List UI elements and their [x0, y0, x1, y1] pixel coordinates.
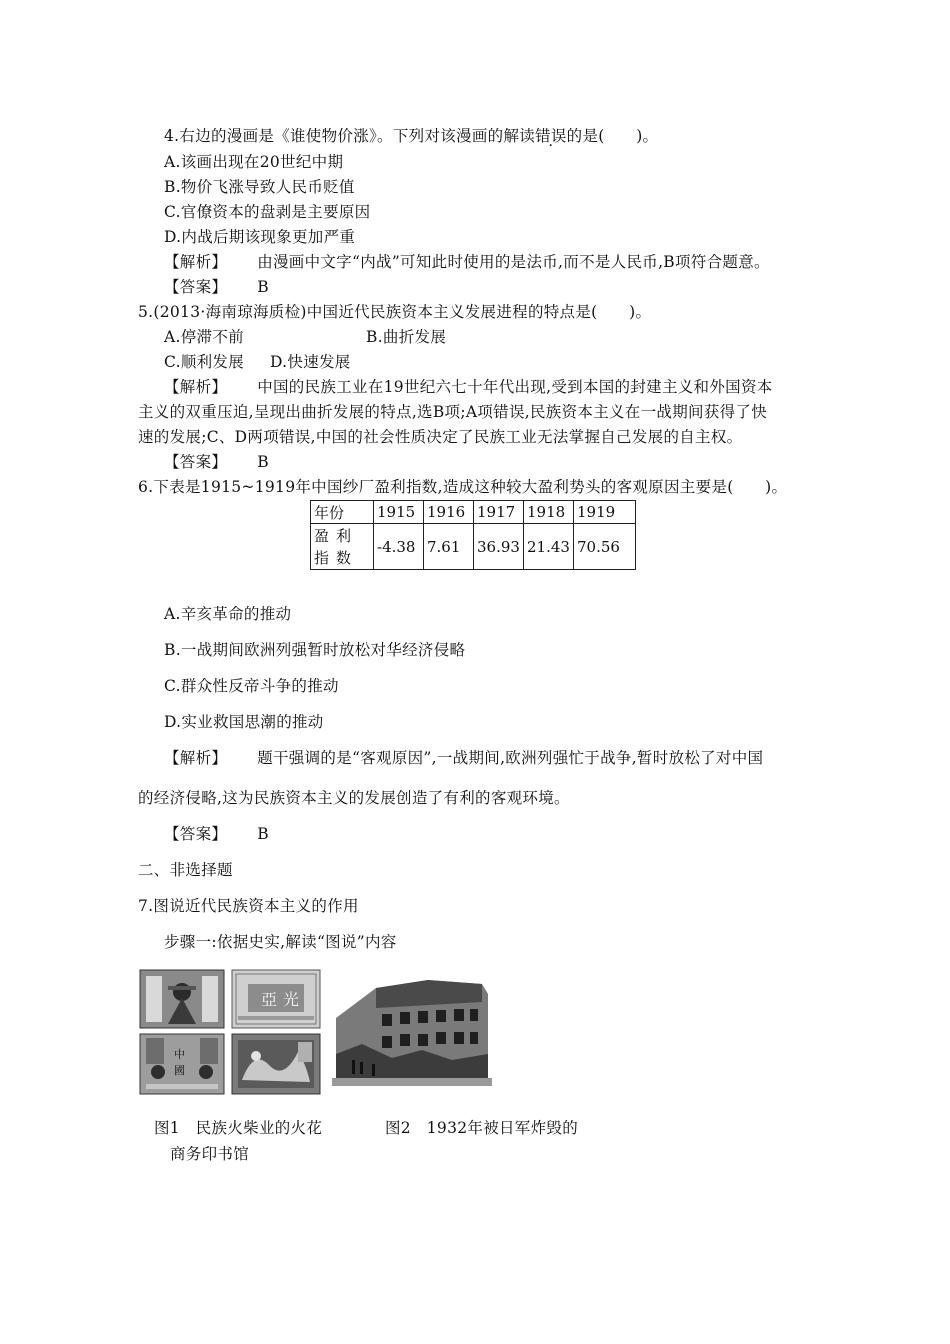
matchbox-label — [232, 1034, 320, 1094]
table-cell: 21.43 — [524, 524, 574, 570]
q5-answer: 【答案】 B — [164, 453, 269, 471]
figure2-caption-line2: 商务印书馆 — [170, 1145, 250, 1163]
q4-stem-emphasis: 错误 — [535, 127, 567, 145]
q4-option-d: D.内战后期该现象更加严重 — [164, 228, 356, 246]
table-header-cell: 1918 — [524, 501, 574, 524]
matchbox-text: 亞 — [261, 990, 278, 1009]
q7-step1: 步骤一:依据史实,解读“图说”内容 — [164, 933, 397, 951]
bombed-building-image — [332, 974, 492, 1086]
q4-option-a: A.该画出现在20世纪中期 — [164, 153, 344, 171]
table-cell: 36.93 — [474, 524, 524, 570]
q5-option-c: C.顺利发展 — [164, 353, 245, 371]
table-header-cell: 1917 — [474, 501, 524, 524]
table-cell: 7.61 — [424, 524, 474, 570]
q6-stem: 6.下表是1915~1919年中国纱厂盈利指数,造成这种较大盈利势头的客观原因主要是( )。 — [138, 478, 788, 496]
table-row — [311, 501, 636, 524]
section-heading: 二、非选择题 — [138, 861, 233, 879]
q4-answer: 【答案】 B — [164, 278, 269, 296]
q6-option-a: A.辛亥革命的推动 — [164, 605, 292, 623]
matchbox-text: 國 — [174, 1064, 185, 1077]
q4-option-b: B.物价飞涨导致人民币贬值 — [164, 178, 355, 196]
q7-stem: 7.图说近代民族资本主义的作用 — [138, 897, 359, 915]
matchbox-label — [232, 970, 320, 1028]
q6-analysis-line2: 的经济侵略,这为民族资本主义的发展创造了有利的客观环境。 — [138, 789, 570, 807]
q6-option-c: C.群众性反帝斗争的推动 — [164, 677, 339, 695]
q6-profit-table — [310, 500, 636, 570]
q6-option-d: D.实业救国思潮的推动 — [164, 713, 324, 731]
table-row-label: 盈利指数 — [311, 524, 374, 570]
q6-option-b: B.一战期间欧洲列强暂时放松对华经济侵略 — [164, 641, 466, 659]
q5-option-a: A.停滞不前 — [164, 328, 244, 346]
q5-analysis-line2: 主义的双重压迫,呈现出曲折发展的特点,选B项;A项错误,民族资本主义在一战期间获得了快 — [138, 403, 767, 421]
table-header-cell: 年份 — [311, 501, 374, 524]
matchbox-label — [140, 1034, 224, 1094]
q5-option-d: D.快速发展 — [270, 353, 351, 371]
q4-stem: 4.右边的漫画是《谁使物价涨》。下列对该漫画的解读错误的是( )。 — [164, 127, 659, 145]
table-header-cell: 1916 — [424, 501, 474, 524]
matchbox-labels-image — [138, 968, 324, 1096]
figure1-caption: 图1 民族火柴业的火花 — [154, 1119, 323, 1137]
matchbox-label — [140, 970, 224, 1028]
matchbox-text: 光 — [283, 990, 300, 1009]
table-cell: 70.56 — [574, 524, 636, 570]
table-cell: -4.38 — [374, 524, 424, 570]
table-header-cell: 1919 — [574, 501, 636, 524]
q4-analysis: 【解析】 由漫画中文字“内战”可知此时使用的是法币,而不是人民币,B项符合题意。 — [164, 253, 770, 271]
q6-answer: 【答案】 B — [164, 825, 269, 843]
table-header-cell: 1915 — [374, 501, 424, 524]
q4-option-c: C.官僚资本的盘剥是主要原因 — [164, 203, 371, 221]
figure2-caption: 图2 1932年被日军炸毁的 — [385, 1119, 579, 1137]
q5-analysis-line3: 速的发展;C、D两项错误,中国的社会性质决定了民族工业无法掌握自己发展的自主权。 — [138, 428, 743, 446]
matchbox-text: 中 — [174, 1048, 185, 1061]
q5-option-b: B.曲折发展 — [366, 328, 447, 346]
q5-stem: 5.(2013·海南琼海质检)中国近代民族资本主义发展进程的特点是( )。 — [138, 303, 652, 321]
table-row — [311, 524, 636, 570]
q5-analysis-line1: 【解析】 中国的民族工业在19世纪六七十年代出现,受到本国的封建主义和外国资本 — [164, 378, 773, 396]
q6-analysis-line1: 【解析】 题干强调的是“客观原因”,一战期间,欧洲列强忙于战争,暂时放松了对中国 — [164, 749, 764, 767]
